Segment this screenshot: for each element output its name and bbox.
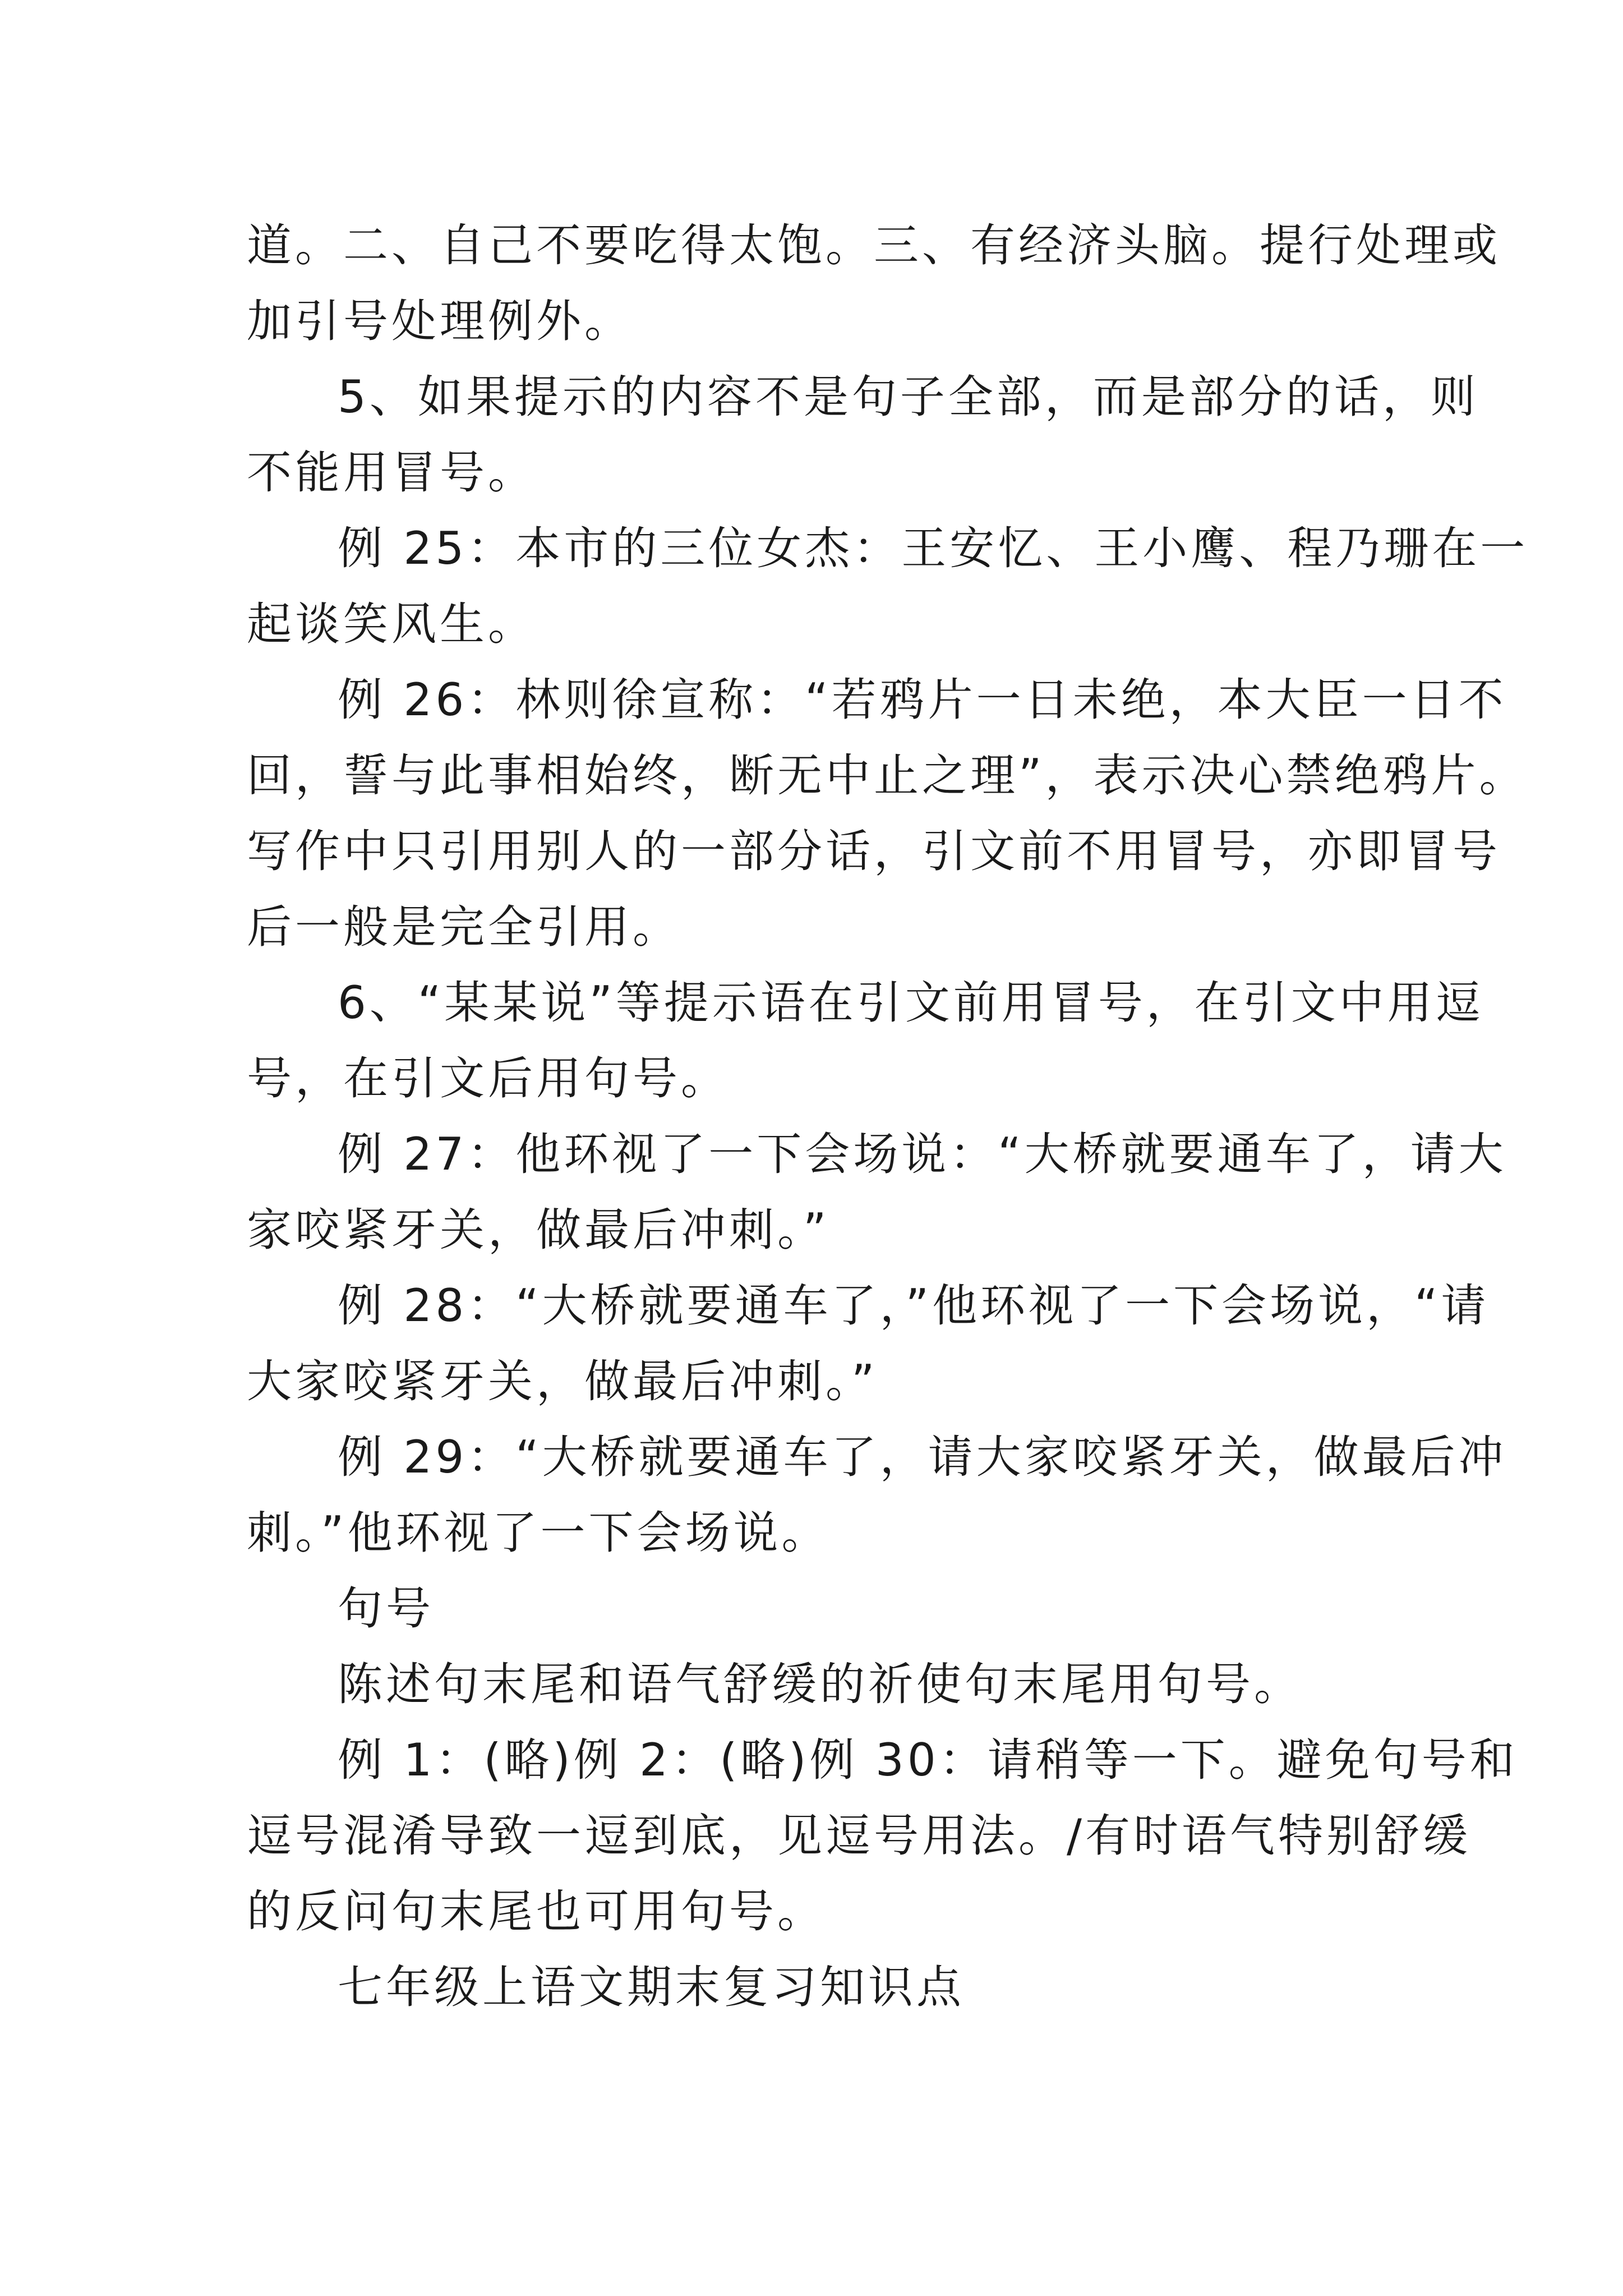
text-line: 例 28：“大桥就要通车了，”他环视了一下会场说，“请 <box>338 1280 1490 1332</box>
text-line: 大家咬紧牙关，做最后冲刺。” <box>247 1355 878 1407</box>
text-line: 的反问句末尾也可用句号。 <box>247 1885 826 1938</box>
text-line: 回，誓与此事相始终，断无中止之理”，表示决心禁绝鸦片。 <box>247 749 1528 802</box>
text-line: 写作中只引用别人的一部分话，引文前不用冒号，亦即冒号 <box>247 825 1501 877</box>
text-line: 七年级上语文期末复习知识点 <box>338 1961 965 2013</box>
text-line: 号，在引文后用句号。 <box>247 1052 729 1105</box>
text-line: 例 27：他环视了一下会场说：“大桥就要通车了，请大 <box>338 1128 1507 1180</box>
text-line: 道。二、自己不要吃得太饱。三、有经济头脑。提行处理或 <box>247 219 1501 272</box>
text-line: 后一般是完全引用。 <box>247 901 681 953</box>
text-line: 起谈笑风生。 <box>247 598 536 650</box>
text-line: 不能用冒号。 <box>247 447 536 499</box>
text-line: 例 1：(略)例 2：(略)例 30：请稍等一下。避免句号和 <box>338 1734 1518 1786</box>
text-line: 例 25：本市的三位女杰：王安忆、王小鹰、程乃珊在一 <box>338 522 1529 574</box>
text-line: 句号 <box>338 1582 434 1635</box>
text-line: 例 26：林则徐宣称：“若鸦片一日未绝，本大臣一日不 <box>338 674 1507 726</box>
text-line: 家咬紧牙关，做最后冲刺。” <box>247 1204 830 1256</box>
text-line: 5、如果提示的内容不是句子全部，而是部分的话，则 <box>338 371 1479 423</box>
text-line: 加引号处理例外。 <box>247 295 633 347</box>
text-line: 刺。”他环视了一下会场说。 <box>247 1507 830 1559</box>
body-text <box>247 208 1529 2025</box>
text-line: 逗号混淆导致一逗到底，见逗号用法。/有时语气特别舒缓 <box>247 1810 1471 1862</box>
text-line: 例 29：“大桥就要通车了，请大家咬紧牙关，做最后冲 <box>338 1431 1507 1483</box>
text-line: 陈述句末尾和语气舒缓的祈使句末尾用句号。 <box>338 1658 1302 1710</box>
text-line: 6、“某某说”等提示语在引文前用冒号，在引文中用逗 <box>338 977 1484 1029</box>
